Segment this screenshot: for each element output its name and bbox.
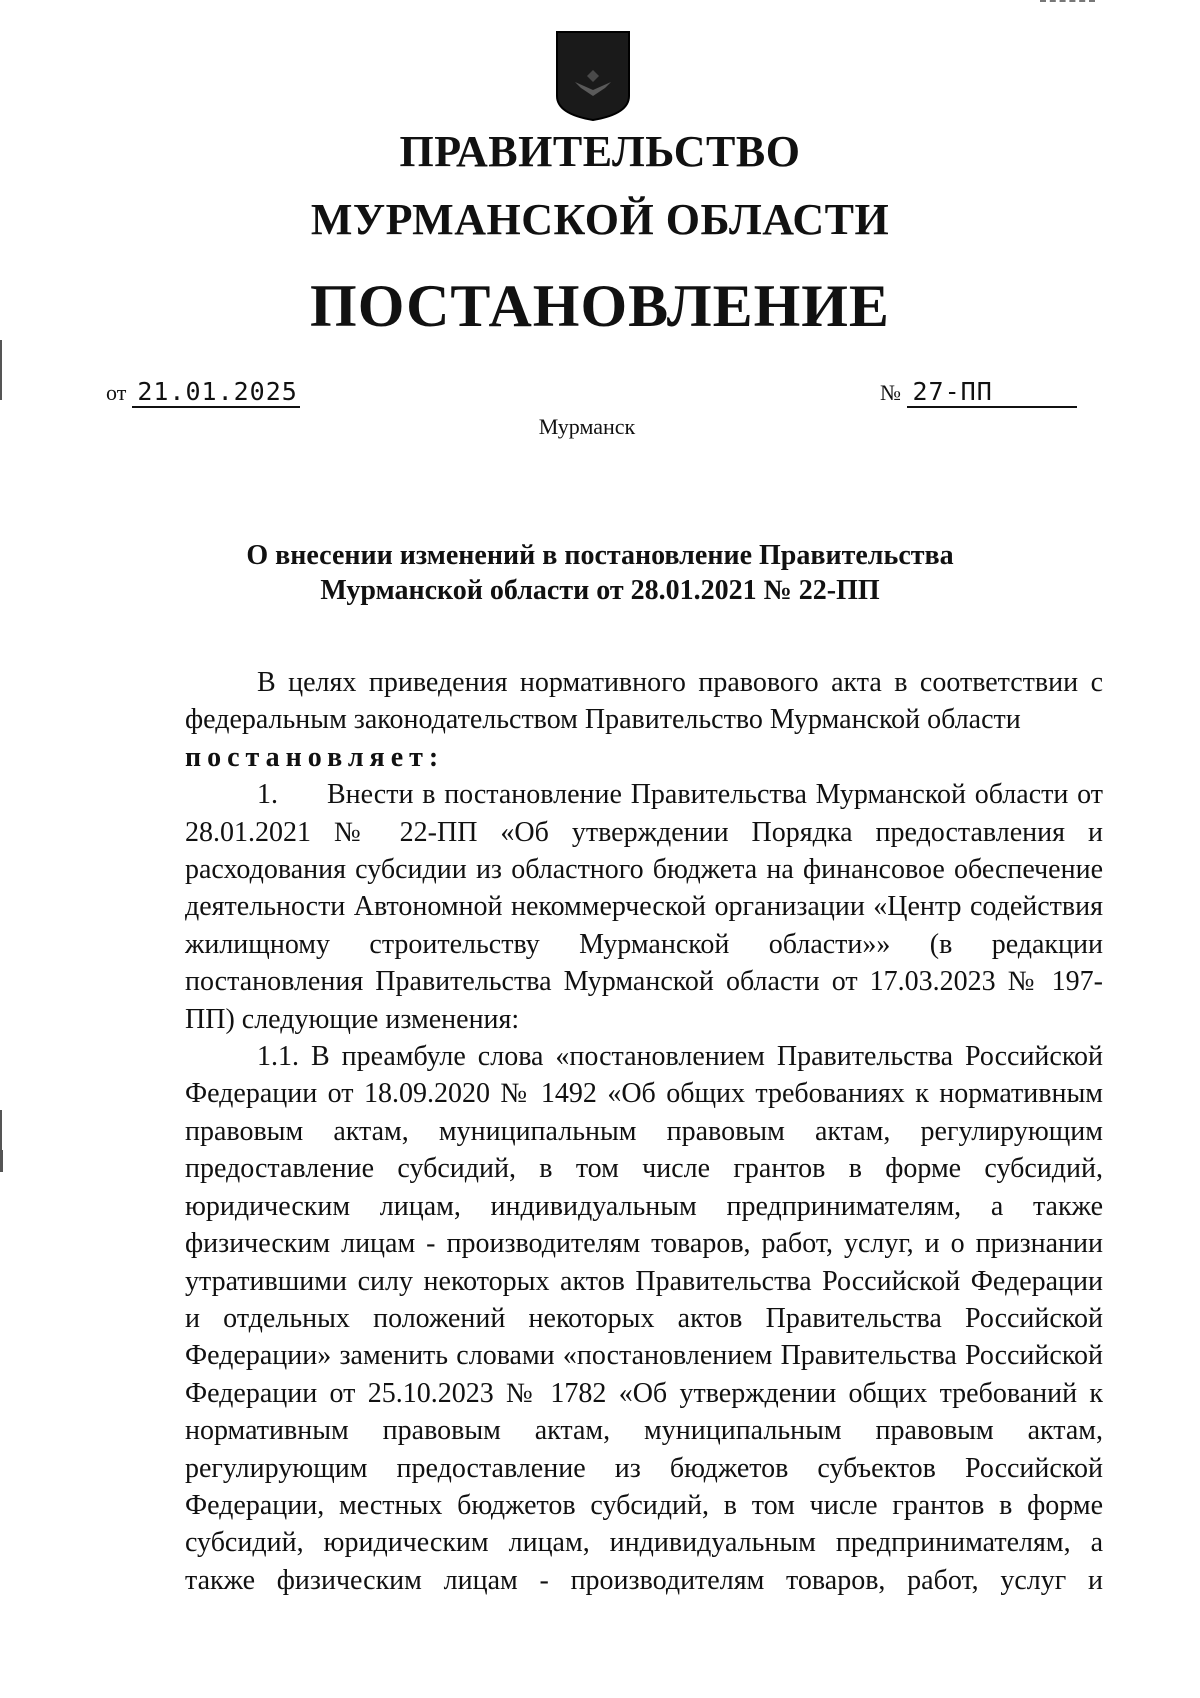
decree-word: постановляет: xyxy=(185,741,445,773)
government-name-line2: МУРМАНСКОЙ ОБЛАСТИ xyxy=(310,195,890,244)
item-1-1-text: 1.1. В преамбуле слова «постановлением Правительства Российской Федерации от 18.09.2020 № 1492 «Об общих требованиях к нормативным правовым актам, муниципальным правовым актам, регулирующим предоставление субсидий, в том числе грантов в форме субсидий, юридическим лицам, индивидуальным предпринимателям, а также физическим лицам - производителям товаров, работ, услуг, и о признании утратившими силу некоторых актов Правительства Российской Федерации и отдельных положений некоторых актов Правительства Российской Федерации» заменить словами «постановлением Правительства Российской Федерации от 25.10.2023 № 1782 «Об утверждении общих требований к нормативным правовым актам, муниципальным правовым актам, регулирующим предоставление из бюджетов субъектов Российской Федерации, местных бюджетов субсидий, в том числе грантов в форме субсидий, юридическим лицам, индивидуальным предпринимателям, а также физическим лицам - производителям товаров, работ, услуг и xyxy=(185,1041,1103,1596)
item-1-paragraph xyxy=(185,776,1103,1038)
date-prefix: от xyxy=(106,380,127,405)
date-value: 21.01.2025 xyxy=(132,378,300,408)
subject-line1: О внесении изменений в постановление Правительства xyxy=(246,540,954,571)
scan-artifact-left xyxy=(0,1150,3,1172)
item-1-text: Внести в постановление Правительства Мурманской области от 28.01.2021 № 22-ПП «Об утверждении Порядка предоставления и расходования субсидии из областного бюджета на финансовое обеспечение деятельности Автономной некоммерческой организации «Центр содействия жилищному строительству Мурманской области»» (в редакции постановления Правительства Мурманской области от 17.03.2023 № 197-ПП) следующие изменения: xyxy=(185,779,1103,1035)
subject-line2: Мурманской области от 28.01.2021 № 22-ПП xyxy=(320,575,880,606)
government-name-line1: ПРАВИТЕЛЬСТВО xyxy=(399,127,801,176)
preamble-text: В целях приведения нормативного правового акта в соответствии с федеральным законодательством Правительство Мурманской области xyxy=(185,667,1103,736)
scan-artifact-left xyxy=(0,340,2,400)
decree-word-paragraph xyxy=(185,739,1103,776)
city: Мурманск xyxy=(538,414,636,439)
city-line xyxy=(0,414,1200,440)
scan-artifact-top xyxy=(1040,0,1095,4)
item-1-1-paragraph xyxy=(185,1038,1103,1599)
document-subject xyxy=(200,538,1000,608)
number-prefix: № xyxy=(880,380,901,405)
number-value: 27-ПП xyxy=(907,378,1077,408)
item-1-number: 1. xyxy=(257,779,278,811)
coat-of-arms-icon xyxy=(553,30,633,122)
scan-artifact-left xyxy=(0,1110,2,1150)
document-type: ПОСТАНОВЛЕНИЕ xyxy=(310,273,890,339)
document-number xyxy=(880,378,1077,408)
document-date xyxy=(106,378,300,408)
document-body xyxy=(185,664,1103,1599)
preamble-paragraph xyxy=(185,664,1103,739)
